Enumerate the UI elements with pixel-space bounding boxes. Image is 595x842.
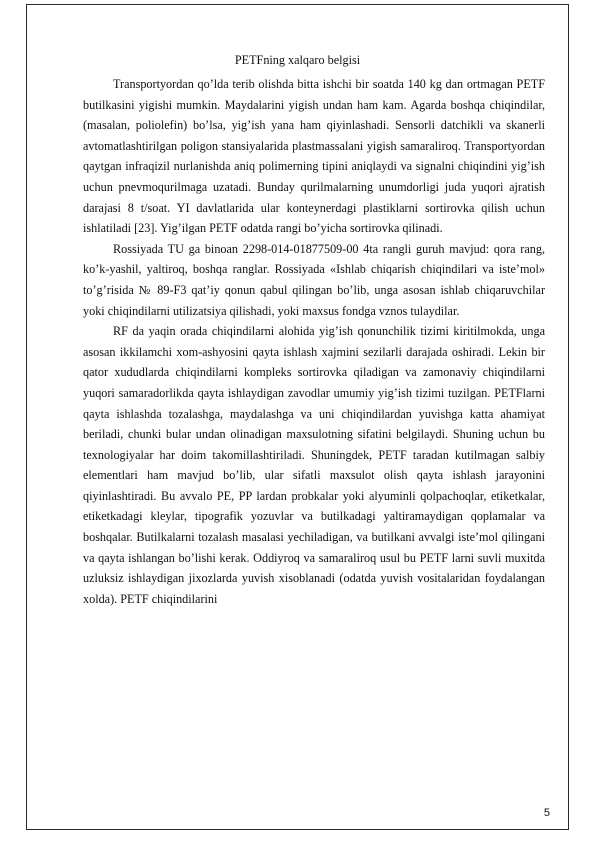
page-number: 5 <box>543 807 550 819</box>
body-text <box>83 74 545 609</box>
figure-caption: PETFning xalqaro belgisi <box>234 53 361 67</box>
paragraph-1: Transportyordan qo’lda terib olishda bitta ishchi bir soatda 140 kg dan ortmagan PETF butilkasini yigishi mumkin. Maydalarini yigish undan ham kam. Agarda boshqa chiqindilar, (masalan, poliolefin) bo’lsa, yig’ish yana ham qiyinlashadi. Sensorli datchikli va skanerli avtomatlashtirilgan poligon stansiyalarida plastmassalani yigish samaraliroq. Transportyordan qaytgan infraqizil nurlanishda aniq polimerning tipini aniqlaydi va signalni chiqindini yig’ish uchun pnevmoqurilmaga uzatadi. Bunday qurilmalarning unumdorligi juda yuqori ajratish darajasi 8 t/soat. YI davlatlarida ular konteynerdagi plastiklarni sortirovka qilish uchun ishlatiladi [23]. Yig’ilgan PETF odatda rangi bo’yicha sortirovka qilinadi. <box>83 77 545 236</box>
paragraph-2: Rossiyada TU ga binoan 2298-014-01877509-00 4ta rangli guruh mavjud: qora rang, ko’k-yashil, yaltiroq, boshqa ranglar. Rossiyada «Ishlab chiqarish chiqindilari va iste’mol» to’g’risida № 89-F3 qat’iy qonun qabul qilingan bo’lib, unga asosan ishlab chiqaruvchilar yoki chiqindilarni utilizatsiya qilishadi, yoki maxsus fondga vznos tulaydilar. <box>83 241 545 318</box>
paragraph-3: RF da yaqin orada chiqindilarni alohida yig’ish qonunchilik tizimi kiritilmokda, unga asosan ikkilamchi xom-ashyosini qayta ishlash xajmini sezilarli darajada oshiradi. Lekin bir qator xududlarda chiqindilarni kompleks sortirovka qiladigan va zamonaviy chiqindilarni yuqori samaradorlikda qayta ishlaydigan zavodlar umumiy yig’ish tizimi tuzilgan. PETFlarni qayta ishlashda tozalashga, maydalashga va uni chiqindilardan yuvishga katta ahamiyat beriladi, chunki bular undan olinadigan maxsulotning sifatini belgilaydi. Shuning uchun bu texnologiyalar har doim takomillashtiriladi. Shuningdek, PETF taradan kutilmagan salbiy elementlari ham mavjud bo’lib, ular sifatli maxsulot olish qayta ishlash jarayonini qiyinlashtiradi. Bu avvalo PE, PP lardan probkalar yoki alyuminli qolpachoqlar, etiketkalar, etiketkadagi kleylar, tipografik yozuvlar va butilkadagi yaltiramaydigan qoplamalar va boshqalar. Butilkalarni tozalash masalasi yechiladigan, va butilkani avvalgi iste’mol qilingani va qayta ishlangan bo’lishi kerak. Oddiyroq va samaraliroq usul bu PETF larni suvli muxitda uzluksiz ishlaydigan jixozlarda yuvish xisoblanadi (odatda yuvish vositalaridan foydalangan xolda). PETF chiqindilarini <box>83 324 545 606</box>
